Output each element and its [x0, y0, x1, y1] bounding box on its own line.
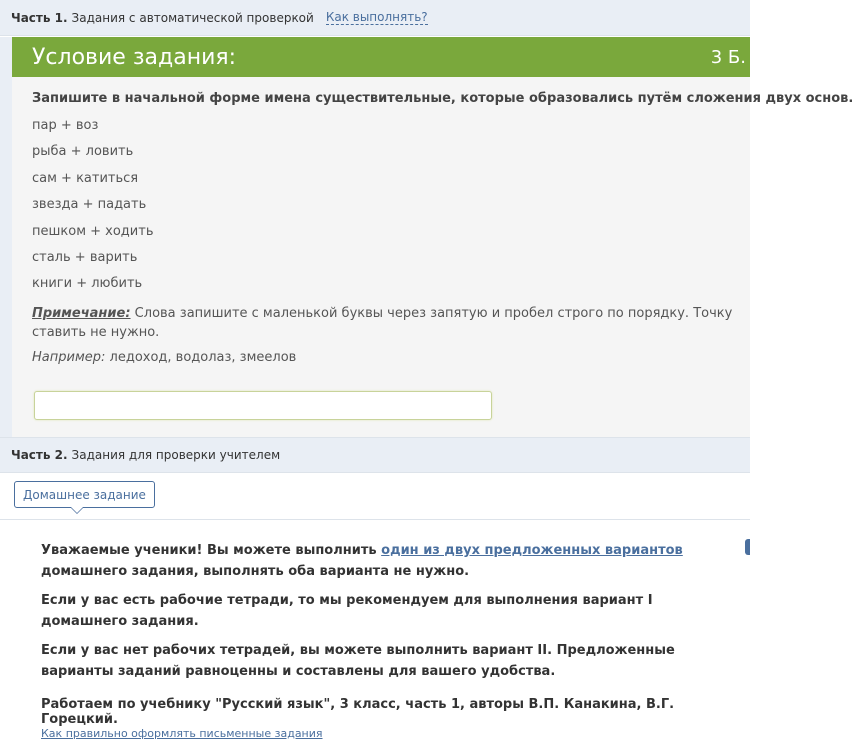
task-header-title: Условие задания:: [32, 44, 237, 70]
homework-tab[interactable]: Домашнее задание: [14, 481, 155, 508]
part2-label: Часть 2.: [11, 448, 68, 462]
part1-label: Часть 1.: [11, 10, 68, 25]
task-example: [32, 350, 750, 365]
task-card: [12, 37, 853, 437]
answer-input[interactable]: [34, 391, 492, 420]
part2-title: Задания для проверки учителем: [71, 448, 281, 462]
note-text: Слова запишите с маленькой буквы через запятую и пробел строго по порядку. Точку ставить не нужно.: [32, 305, 733, 340]
homework-paragraph-1: [41, 540, 731, 582]
task-note: [32, 304, 736, 342]
textbook-info: Работаем по учебнику "Русский язык", 3 класс, часть 1, авторы В.П. Канакина, В.Г. Горецкий.: [41, 697, 675, 727]
task-header: [12, 37, 750, 77]
task-section: [0, 37, 853, 437]
task-score: 3 Б.: [710, 46, 746, 68]
homework-paragraph-3: Если у вас нет рабочих тетрадей, вы можете выполнить вариант II. Предложенные варианты заданий равноценны и составлены для вашего удобства.: [41, 643, 675, 679]
task-body: [12, 77, 853, 365]
homework-p1-end: домашнего задания, выполнять оба варианта не нужно.: [41, 564, 470, 579]
word-item: звезда + падать: [32, 197, 147, 213]
part1-title: Задания с автоматической проверкой: [71, 10, 314, 25]
task-instruction: Запишите в начальной форме имена существительные, которые образовались путём сложения двух основ.: [32, 91, 853, 106]
word-item: сам + катиться: [32, 170, 139, 186]
word-item: книги + любить: [32, 276, 143, 292]
homework-text: [41, 540, 731, 690]
written-tasks-guide-link[interactable]: Как правильно оформлять письменные задания: [41, 727, 323, 740]
homework-divider: [0, 519, 750, 520]
side-widget-icon[interactable]: [745, 539, 750, 555]
homework-tab-pointer-fill: [71, 507, 83, 513]
word-item: рыба + ловить: [32, 144, 134, 160]
variants-link[interactable]: один из двух предложенных вариантов: [381, 543, 683, 558]
word-item: пар + воз: [32, 118, 99, 133]
homework-paragraph-2: Если у вас есть рабочие тетради, то мы рекомендуем для выполнения вариант I домашнего задания.: [41, 593, 653, 629]
example-label: Например:: [32, 349, 106, 365]
example-text: ледоход, водолаз, змеелов: [105, 349, 297, 365]
part2-bar: [0, 437, 750, 473]
part1-bar: [0, 0, 750, 36]
word-item: сталь + варить: [32, 249, 138, 265]
note-label: Примечание:: [32, 305, 131, 321]
homework-p1-start: Уважаемые ученики! Вы можете выполнить: [41, 543, 382, 558]
how-to-do-link[interactable]: Как выполнять?: [325, 9, 428, 24]
word-item: пешком + ходить: [32, 223, 154, 239]
